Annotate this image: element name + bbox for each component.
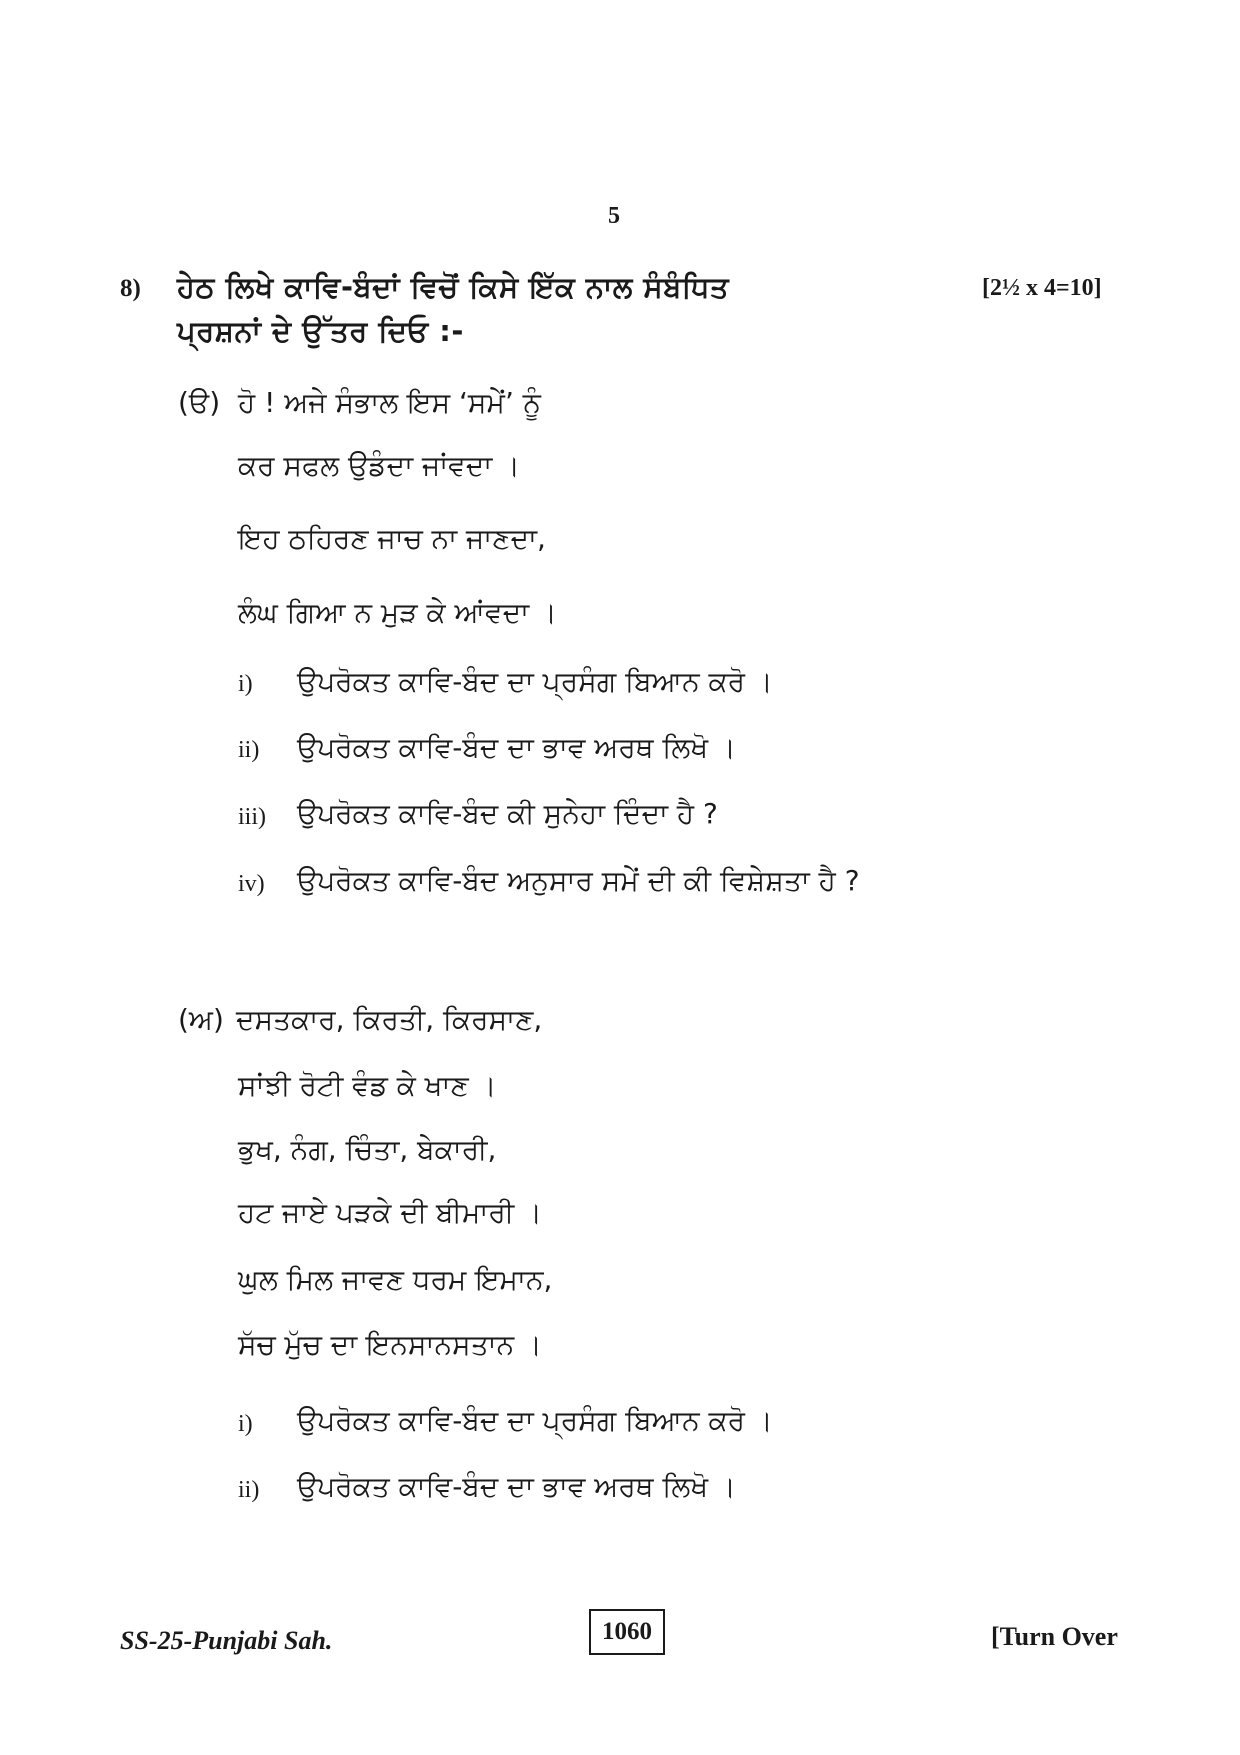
question-marks: [2½ x 4=10]: [982, 275, 1102, 301]
stanza-b-line: ਸੱਚ ਮੁੱਚ ਦਾ ਇਨਸਾਨਸਤਾਨ ।: [238, 1328, 542, 1361]
page-number: 5: [608, 203, 620, 229]
stanza-b-question-text: ਉਪਰੋਕਤ ਕਾਵਿ-ਬੰਦ ਦਾ ਪ੍ਰਸੰਗ ਬਿਆਨ ਕਰੋ ।: [297, 1404, 773, 1437]
stanza-a-line: ਇਹ ਠਹਿਰਣ ਜਾਚ ਨਾ ਜਾਣਦਾ,: [238, 522, 546, 555]
stanza-a-question-text: ਉਪਰੋਕਤ ਕਾਵਿ-ਬੰਦ ਕੀ ਸੁਨੇਹਾ ਦਿੰਦਾ ਹੈ ?: [297, 797, 718, 830]
stanza-a-marker: (ੳ): [178, 386, 221, 419]
stanza-b-question-text: ਉਪਰੋਕਤ ਕਾਵਿ-ਬੰਦ ਦਾ ਭਾਵ ਅਰਥ ਲਿਖੋ ।: [297, 1470, 736, 1503]
stanza-b-line: ਸਾਂਝੀ ਰੋਟੀ ਵੰਡ ਕੇ ਖਾਣ ।: [238, 1069, 497, 1102]
question-instruction-line-2: ਪ੍ਰਸ਼ਨਾਂ ਦੇ ਉੱਤਰ ਦਿਓ :-: [177, 314, 464, 348]
paper-serial-number: 1060: [602, 1618, 652, 1645]
stanza-b-line: ਭੁਖ, ਨੰਗ, ਚਿੰਤਾ, ਬੇਕਾਰੀ,: [238, 1133, 497, 1166]
stanza-b-question-number: ii): [238, 1477, 260, 1503]
question-number: 8): [120, 275, 141, 302]
stanza-a-question-number: ii): [238, 737, 260, 763]
stanza-a-question-number: i): [238, 671, 253, 697]
stanza-a-line: ਹੋ ! ਅਜੇ ਸੰਭਾਲ ਇਸ ‘ਸਮੇਂ’ ਨੂੰ: [238, 386, 541, 419]
question-instruction-line-1: ਹੇਠ ਲਿਖੇ ਕਾਵਿ-ਬੰਦਾਂ ਵਿਚੋਂ ਕਿਸੇ ਇੱਕ ਨਾਲ ਸੰਬੰਧਿਤ: [177, 270, 730, 304]
stanza-a-line: ਕਰ ਸਫਲ ਉਡੰਦਾ ਜਾਂਵਦਾ ।: [238, 449, 521, 482]
stanza-a-question-number: iii): [238, 804, 266, 830]
turn-over-label: [Turn Over: [991, 1622, 1118, 1651]
stanza-a-line: ਲੰਘ ਗਿਆ ਨ ਮੁੜ ਕੇ ਆਂਵਦਾ ।: [238, 596, 557, 629]
stanza-a-question-text: ਉਪਰੋਕਤ ਕਾਵਿ-ਬੰਦ ਦਾ ਪ੍ਰਸੰਗ ਬਿਆਨ ਕਰੋ ।: [297, 665, 773, 698]
stanza-b-line: ਘੁਲ ਮਿਲ ਜਾਵਣ ਧਰਮ ਇਮਾਨ,: [238, 1263, 553, 1296]
stanza-b-line: ਹਟ ਜਾਏ ਪੜਕੇ ਦੀ ਬੀਮਾਰੀ ।: [238, 1196, 542, 1229]
paper-code: SS-25-Punjabi Sah.: [120, 1626, 333, 1655]
stanza-a-question-text: ਉਪਰੋਕਤ ਕਾਵਿ-ਬੰਦ ਅਨੁਸਾਰ ਸਮੇਂ ਦੀ ਕੀ ਵਿਸ਼ੇਸ਼ਤਾ ਹੈ ?: [297, 864, 860, 897]
stanza-b-marker: (ਅ): [178, 1003, 224, 1036]
stanza-a-question-number: iv): [238, 871, 265, 897]
paper-serial-box: [589, 1609, 665, 1655]
stanza-b-question-number: i): [238, 1411, 253, 1437]
stanza-a-question-text: ਉਪਰੋਕਤ ਕਾਵਿ-ਬੰਦ ਦਾ ਭਾਵ ਅਰਥ ਲਿਖੋ ।: [297, 731, 736, 764]
stanza-b-line: ਦਸਤਕਾਰ, ਕਿਰਤੀ, ਕਿਰਸਾਣ,: [236, 1003, 543, 1036]
